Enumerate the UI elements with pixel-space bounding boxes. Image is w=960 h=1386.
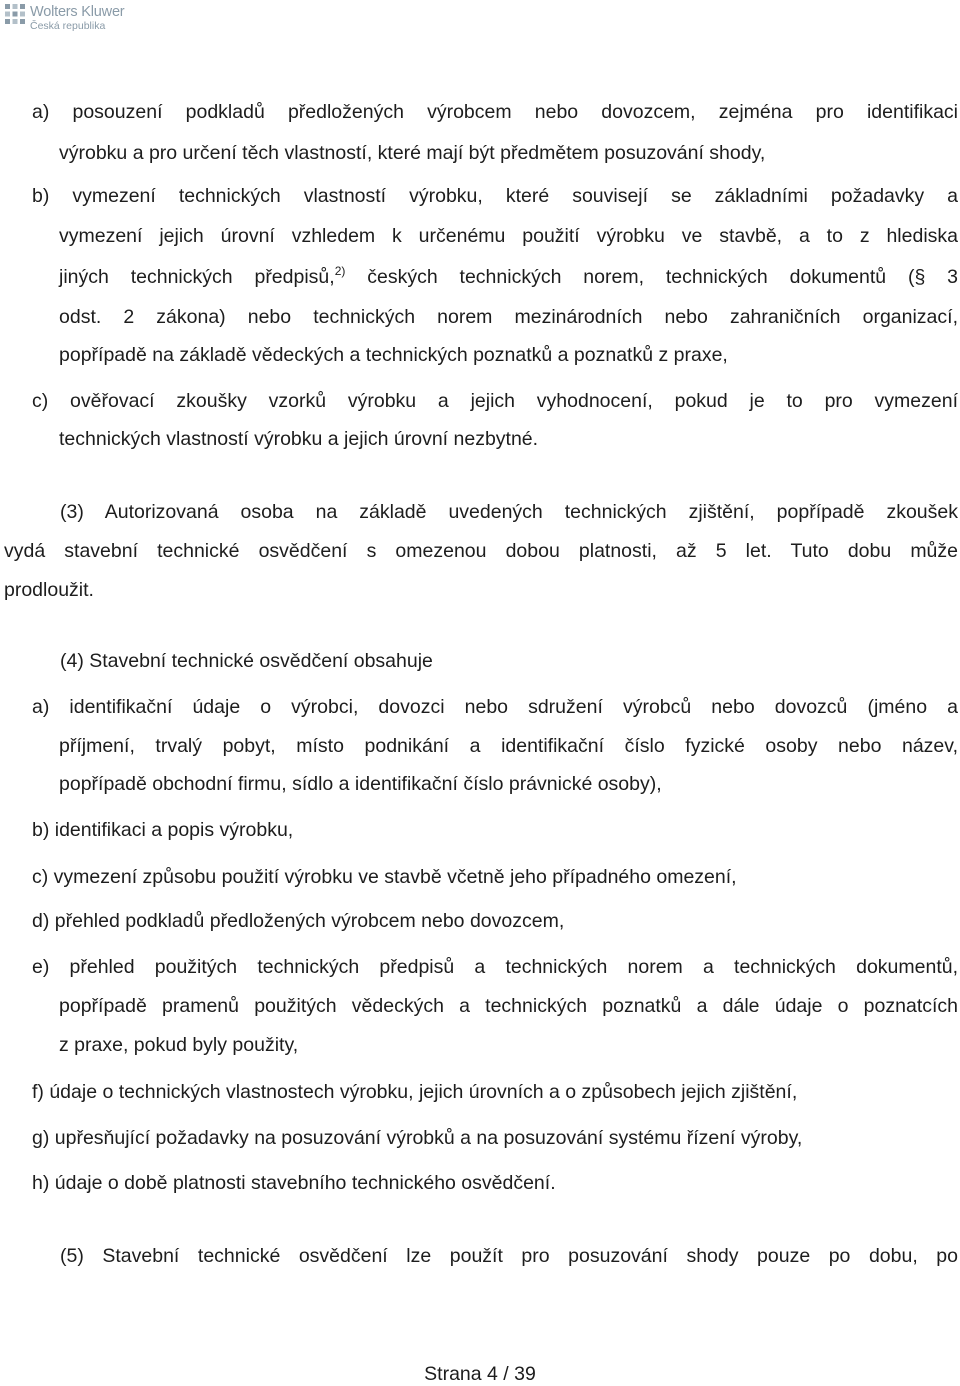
item4-g: g) upřesňující požadavky na posuzování výrobků a na posuzování systému řízení výroby, xyxy=(32,1127,803,1149)
item4-e-line1: e) přehled použitých technických předpisů a technických norem a technických dokumentů, xyxy=(32,956,958,978)
item-c-line1: c) ověřovací zkoušky vzorků výrobku a jejich vyhodnocení, pokud je to pro vymezení xyxy=(32,390,958,412)
wolters-kluwer-logo-icon xyxy=(4,3,26,25)
item4-e-line2: popřípadě pramenů použitých vědeckých a technických poznatků a dále údaje o poznatcích xyxy=(59,995,958,1017)
item-a-line1: a) posouzení podkladů předložených výrobcem nebo dovozcem, zejména pro identifikaci xyxy=(32,101,958,123)
item4-f: f) údaje o technických vlastnostech výrobku, jejich úrovních a o způsobech jejich zjištění, xyxy=(32,1081,798,1103)
item-b-line4: odst. 2 zákona) nebo technických norem mezinárodních nebo zahraničních organizací, xyxy=(59,306,958,328)
item-b-line3: jiných technických předpisů,$^{2)}$ českých technických norem, technických dokumentů (§ 3 xyxy=(59,264,959,288)
brand-name: Wolters Kluwer xyxy=(30,4,125,20)
para5-line1: (5) Stavební technické osvědčení lze použít pro posuzování shody pouze po dobu, po xyxy=(60,1245,958,1267)
item4-a-line3: popřípadě obchodní firmu, sídlo a identifikační číslo právnické osoby), xyxy=(59,773,662,795)
page-number: Strana 4 / 39 xyxy=(424,1363,536,1385)
item-b-line2: vymezení jejich úrovní vzhledem k určenému použití výrobku ve stavbě, a to z hlediska xyxy=(59,225,958,247)
item4-c: c) vymezení způsobu použití výrobku ve stavbě včetně jeho případného omezení, xyxy=(32,866,737,888)
brand-subtitle: Česká republika xyxy=(30,19,106,32)
item4-a-line2: příjmení, trvalý pobyt, místo podnikání a identifikační číslo fyzické osoby nebo název, xyxy=(59,735,958,757)
para4-heading: (4) Stavební technické osvědčení obsahuje xyxy=(60,650,433,672)
item-c-line2: technických vlastností výrobku a jejich úrovní nezbytné. xyxy=(59,428,539,450)
publisher-logo xyxy=(4,3,124,35)
item4-a-line1: a) identifikační údaje o výrobci, dovozci nebo sdružení výrobců nebo dovozců (jméno a xyxy=(32,696,958,718)
item4-e-line3: z praxe, pokud byly použity, xyxy=(59,1034,299,1056)
item-a-line2: výrobku a pro určení těch vlastností, které mají být předmětem posuzování shody, xyxy=(59,142,766,164)
item4-b: b) identifikaci a popis výrobku, xyxy=(32,819,294,841)
item4-d: d) přehled podkladů předložených výrobcem nebo dovozcem, xyxy=(32,910,565,932)
item-b-line1: b) vymezení technických vlastností výrobku, které souvisejí se základními požadavky a xyxy=(32,185,958,207)
item-b-line5: popřípadě na základě vědeckých a technických poznatků a poznatků z praxe, xyxy=(59,344,728,366)
para3-line2: vydá stavební technické osvědčení s omezenou dobou platnosti, až 5 let. Tuto dobu může xyxy=(4,540,958,562)
footnote-ref: 2) xyxy=(334,264,346,278)
para3-line3: prodloužit. xyxy=(4,579,94,601)
para3-line1: (3) Autorizovaná osoba na základě uvedených technických zjištění, popřípadě zkoušek xyxy=(60,501,958,523)
item4-h: h) údaje o době platnosti stavebního technického osvědčení. xyxy=(32,1172,556,1194)
